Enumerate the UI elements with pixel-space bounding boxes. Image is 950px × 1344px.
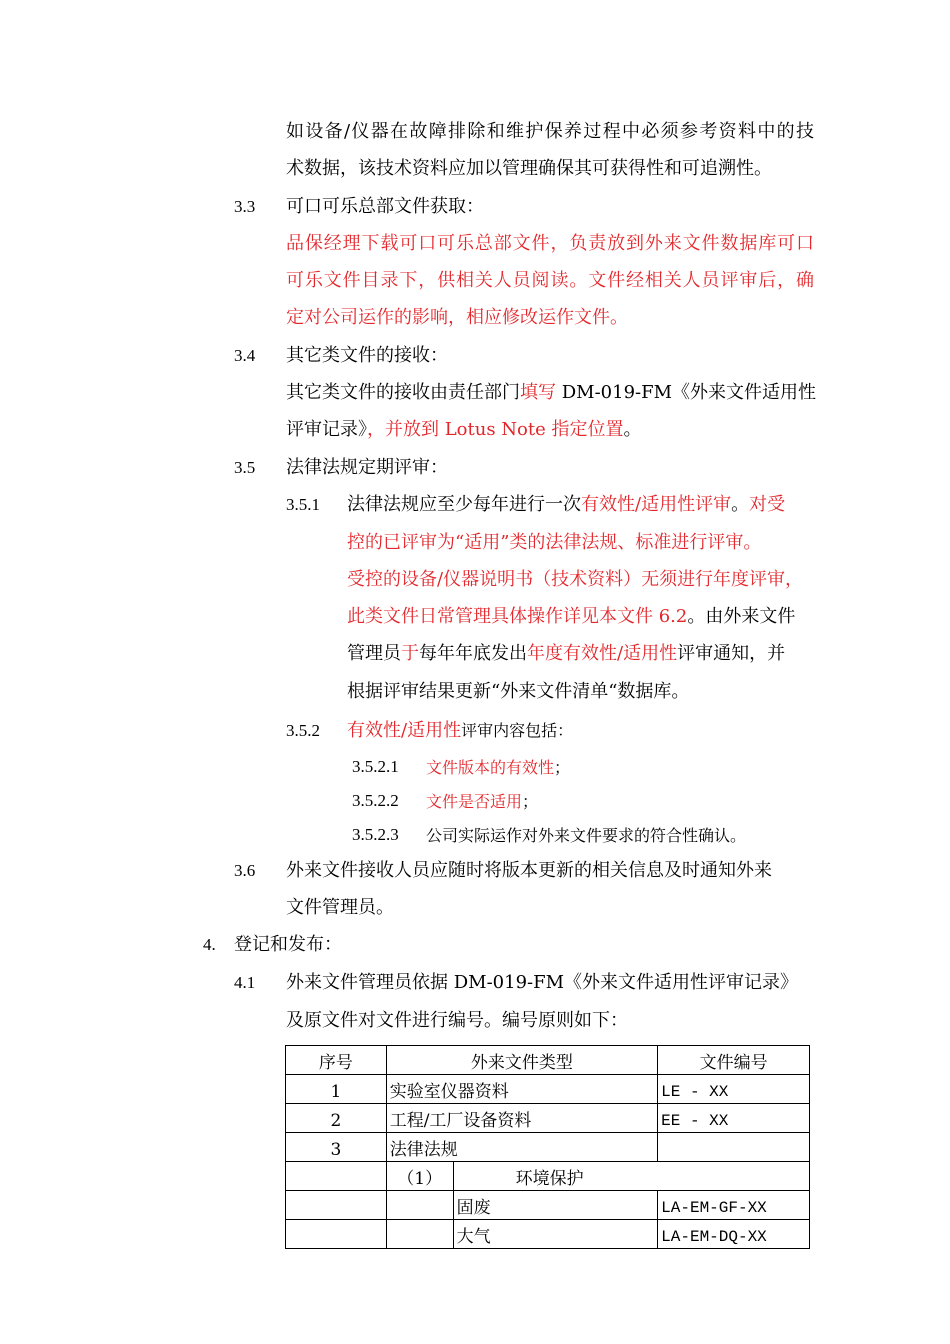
- table-row: [286, 1133, 810, 1162]
- table-cell: [286, 1220, 387, 1249]
- subsection-number: 3.5.2: [286, 721, 320, 740]
- table-cell: [386, 1191, 453, 1220]
- chapter-number: 4.: [203, 935, 216, 954]
- table-header-cell: 外来文件类型: [386, 1046, 657, 1075]
- paragraph-line: 及原文件对文件进行编号。编号原则如下：: [286, 1010, 628, 1031]
- section-number: 3.3: [234, 197, 256, 216]
- paragraph-line: 评审记录》，并放到 Lotus Note 指定位置。: [286, 419, 642, 440]
- table-row: [286, 1162, 810, 1191]
- table-cell: [386, 1220, 453, 1249]
- table-cell: 大气: [453, 1220, 658, 1249]
- list-item: 公司实际运作对外来文件要求的符合性确认。: [426, 826, 747, 845]
- table-cell: 3: [286, 1133, 387, 1162]
- table-cell: [658, 1133, 810, 1162]
- table-cell: 1: [286, 1075, 387, 1104]
- subsection-title: 有效性/适用性评审内容包括：: [347, 720, 574, 741]
- table-row: [286, 1220, 810, 1249]
- paragraph-line: 术数据，该技术资料应加以管理确保其可获得性和可追溯性。: [286, 158, 772, 179]
- paragraph-line: 其它类文件的接收由责任部门填写 DM-019-FM《外来文件适用性: [286, 382, 817, 403]
- item-number: 3.5.2.1: [352, 757, 399, 776]
- table-header-cell: 序号: [286, 1046, 387, 1075]
- table-cell: LA-EM-GF-XX: [658, 1191, 810, 1220]
- table-cell: 法律法规: [386, 1133, 657, 1162]
- paragraph-line: 文件管理员。: [286, 897, 394, 918]
- paragraph-line: 此类文件日常管理具体操作详见本文件 6.2。由外来文件: [347, 606, 796, 627]
- paragraph-line: 可乐文件目录下，供相关人员阅读。文件经相关人员评审后，确: [286, 270, 814, 291]
- paragraph-line: 外来文件接收人员应随时将版本更新的相关信息及时通知外来: [286, 860, 772, 881]
- section-title: 其它类文件的接收：: [286, 345, 448, 366]
- item-number: 3.5.2.3: [352, 825, 399, 844]
- paragraph-line: 控的已评审为“适用”类的法律法规、标准进行评审。: [347, 532, 762, 553]
- paragraph-line: 受控的设备/仪器说明书（技术资料）无须进行年度评审，: [347, 569, 804, 590]
- section-title: 可口可乐总部文件获取：: [286, 196, 484, 217]
- paragraph-line: 如设备/仪器在故障排除和维护保养过程中必须参考资料中的技: [286, 121, 814, 142]
- table-header-cell: 文件编号: [658, 1046, 810, 1075]
- table-cell: EE - XX: [658, 1104, 810, 1133]
- list-item: 文件是否适用；: [426, 792, 539, 811]
- chapter-title: 登记和发布：: [234, 934, 342, 955]
- table-cell: （1）: [386, 1162, 453, 1191]
- table-cell: 固废: [453, 1191, 658, 1220]
- table-row: [286, 1104, 810, 1133]
- table-cell: 环境保护: [453, 1162, 809, 1191]
- numbering-table: [285, 1045, 810, 1249]
- table-cell: [286, 1162, 387, 1191]
- paragraph-line: 品保经理下载可口可乐总部文件，负责放到外来文件数据库可口: [286, 233, 814, 254]
- paragraph-line: 法律法规应至少每年进行一次有效性/适用性评审。对受: [347, 494, 786, 515]
- table-cell: [286, 1191, 387, 1220]
- table-row: [286, 1075, 810, 1104]
- paragraph-line: 根据评审结果更新“外来文件清单“数据库。: [347, 681, 690, 702]
- paragraph-line: 管理员于每年年底发出年度有效性/适用性评审通知，并: [347, 643, 786, 664]
- section-number: 3.6: [234, 861, 256, 880]
- table-cell: 2: [286, 1104, 387, 1133]
- list-item: 文件版本的有效性；: [426, 758, 571, 777]
- paragraph-line: 定对公司运作的影响，相应修改运作文件。: [286, 307, 628, 328]
- section-title: 法律法规定期评审：: [286, 457, 448, 478]
- subsection-number: 3.5.1: [286, 495, 320, 514]
- table-cell: 实验室仪器资料: [386, 1075, 657, 1104]
- item-number: 3.5.2.2: [352, 791, 399, 810]
- table-cell: LE - XX: [658, 1075, 810, 1104]
- section-number: 3.5: [234, 458, 256, 477]
- section-number: 3.4: [234, 346, 256, 365]
- table-header-row: [286, 1046, 810, 1075]
- table-cell: 工程/工厂设备资料: [386, 1104, 657, 1133]
- table-row: [286, 1191, 810, 1220]
- paragraph-line: 外来文件管理员依据 DM-019-FM《外来文件适用性评审记录》: [286, 972, 799, 993]
- section-number: 4.1: [234, 973, 256, 992]
- table-cell: LA-EM-DQ-XX: [658, 1220, 810, 1249]
